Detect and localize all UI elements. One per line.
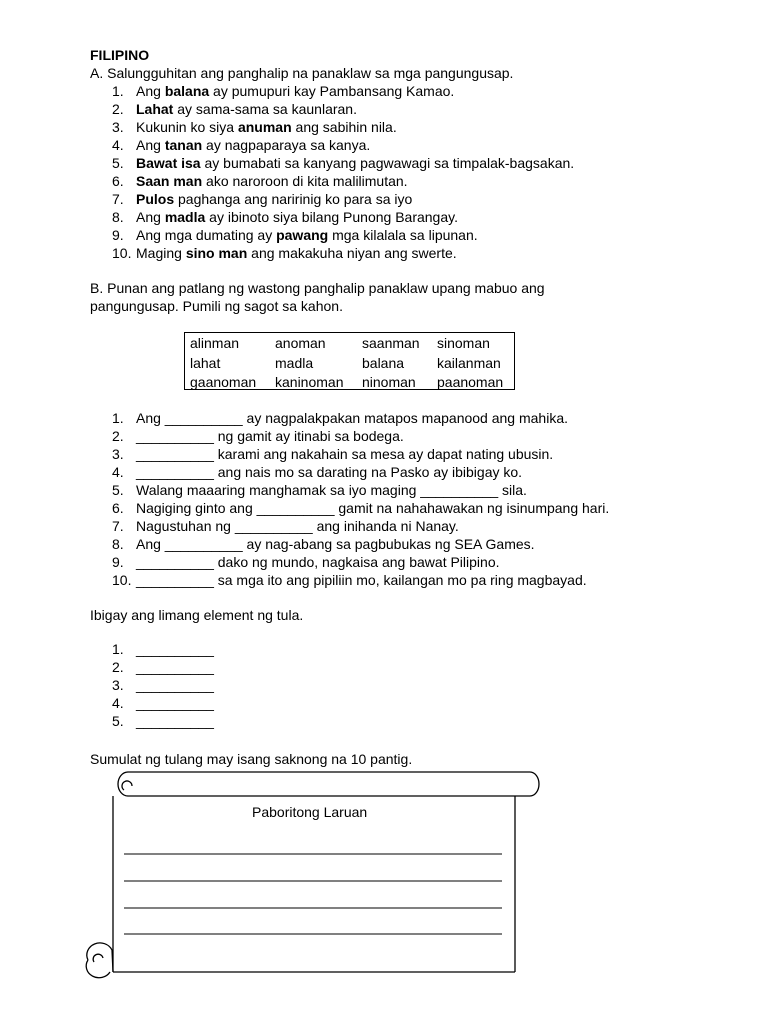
part-b-instruction-line2: pangungusap. Pumili ng sagot sa kahon.	[90, 298, 343, 314]
item-number: 2.	[112, 101, 124, 117]
page-title: FILIPINO	[90, 47, 150, 63]
word-choice: saanman	[362, 335, 420, 351]
item-number: 1.	[112, 83, 124, 99]
word-choice: kailanman	[437, 354, 501, 371]
poem-title: Paboritong Laruan	[252, 804, 368, 820]
sentence-text: ang sabihin nila.	[291, 119, 397, 135]
answer-blank[interactable]: __________	[136, 641, 214, 657]
part-b-sentence[interactable]: __________ ng gamit ay itinabi sa bodega.	[136, 428, 404, 444]
word-choice: gaanoman	[190, 374, 257, 390]
item-number: 10.	[112, 572, 132, 588]
item-number: 2.	[112, 659, 124, 675]
sentence-text: Ang	[136, 137, 165, 153]
pronoun-word[interactable]: Pulos	[136, 191, 175, 207]
item-number: 5.	[112, 155, 124, 171]
sentence-text: ako naroroon di kita malilimutan.	[202, 173, 408, 189]
word-choice: madla	[275, 354, 314, 371]
word-choice: paanoman	[437, 374, 504, 390]
sentence-text: ay ibinoto siya bilang Punong Barangay.	[205, 209, 458, 225]
part-b-sentence[interactable]: __________ karami ang nakahain sa mesa ay dapat nating ubusin.	[136, 446, 554, 462]
item-number: 4.	[112, 137, 124, 153]
sentence-text: ay sama-sama sa kaunlaran.	[173, 101, 357, 117]
item-number: 1.	[112, 410, 124, 426]
item-number: 7.	[112, 518, 124, 534]
item-number: 4.	[112, 695, 124, 711]
pronoun-word[interactable]: tanan	[164, 137, 203, 153]
item-number: 6.	[112, 500, 124, 516]
word-choice: ninoman	[362, 374, 416, 390]
part-c-instruction: Ibigay ang limang element ng tula.	[90, 607, 304, 623]
part-b-sentence[interactable]: __________ dako ng mundo, nagkaisa ang bawat Pilipino.	[136, 554, 500, 570]
part-b-sentence[interactable]: __________ ang nais mo sa darating na Pasko ay ibibigay ko.	[136, 464, 523, 480]
item-number: 1.	[112, 641, 124, 657]
word-choice: alinman	[190, 335, 240, 351]
part-b-sentence[interactable]: Walang maaaring manghamak sa iyo maging __________ sila.	[136, 482, 527, 498]
pronoun-word[interactable]: madla	[164, 209, 206, 225]
item-number: 9.	[112, 554, 124, 570]
sentence-text: Kukunin ko siya	[136, 119, 238, 135]
item-number: 7.	[112, 191, 124, 207]
part-b-sentence[interactable]: Nagustuhan ng __________ ang inihanda ni Nanay.	[136, 518, 459, 534]
item-number: 3.	[112, 119, 124, 135]
sentence-text: Maging	[136, 245, 186, 261]
word-choice: lahat	[190, 354, 221, 371]
item-number: 2.	[112, 428, 124, 444]
part-b-sentence[interactable]: __________ sa mga ito ang pipiliin mo, kailangan mo pa ring magbayad.	[136, 572, 587, 588]
pronoun-word[interactable]: sino man	[185, 245, 248, 261]
item-number: 5.	[112, 482, 124, 498]
word-choice: sinoman	[437, 335, 490, 351]
sentence-text: ay bumabati sa kanyang pagwawagi sa timpalak-bagsakan.	[200, 155, 575, 171]
sentence-text: ang makakuha niyan ang swerte.	[247, 245, 457, 261]
sentence-text: Ang	[136, 83, 165, 99]
answer-blank[interactable]: __________	[136, 713, 214, 729]
item-number: 5.	[112, 713, 124, 729]
part-b-sentence[interactable]: Ang __________ ay nagpalakpakan matapos mapanood ang mahika.	[136, 410, 568, 426]
word-choice: anoman	[275, 335, 326, 351]
sentence-text: ay pumupuri kay Pambansang Kamao.	[209, 83, 455, 99]
sentence-text: mga kilalala sa lipunan.	[328, 227, 478, 243]
sentence-text: Ang mga dumating ay	[136, 227, 277, 243]
part-a-instruction: A. Salungguhitan ang panghalip na panaklaw sa mga pangungusap.	[90, 65, 514, 81]
item-number: 10.	[112, 245, 132, 261]
answer-blank[interactable]: __________	[136, 677, 214, 693]
part-d-instruction: Sumulat ng tulang may isang saknong na 10 pantig.	[90, 751, 413, 767]
item-number: 9.	[112, 227, 124, 243]
word-choice: kaninoman	[275, 374, 344, 390]
part-b-sentence[interactable]: Ang __________ ay nag-abang sa pagbubukas ng SEA Games.	[136, 536, 535, 552]
sentence-text: ay nagpaparaya sa kanya.	[202, 137, 371, 153]
pronoun-word[interactable]: pawang	[276, 227, 329, 243]
part-b-sentence[interactable]: Nagiging ginto ang __________ gamit na nahahawakan ng isinumpang hari.	[136, 500, 610, 516]
sentence-text: paghanga ang naririnig ko para sa iyo	[174, 191, 413, 207]
pronoun-word[interactable]: balana	[164, 83, 210, 99]
answer-blank[interactable]: __________	[136, 695, 214, 711]
pronoun-word[interactable]: Saan man	[136, 173, 203, 189]
pronoun-word[interactable]: Bawat isa	[136, 155, 201, 171]
item-number: 3.	[112, 446, 124, 462]
word-choice: balana	[362, 354, 405, 371]
item-number: 8.	[112, 536, 124, 552]
item-number: 4.	[112, 464, 124, 480]
item-number: 3.	[112, 677, 124, 693]
part-b-instruction-line1: B. Punan ang patlang ng wastong panghalip panaklaw upang mabuo ang	[90, 280, 545, 296]
answer-blank[interactable]: __________	[136, 659, 214, 675]
item-number: 8.	[112, 209, 124, 225]
sentence-text: Ang	[136, 209, 165, 225]
item-number: 6.	[112, 173, 124, 189]
pronoun-word[interactable]: anuman	[237, 119, 292, 135]
pronoun-word[interactable]: Lahat	[136, 101, 174, 117]
